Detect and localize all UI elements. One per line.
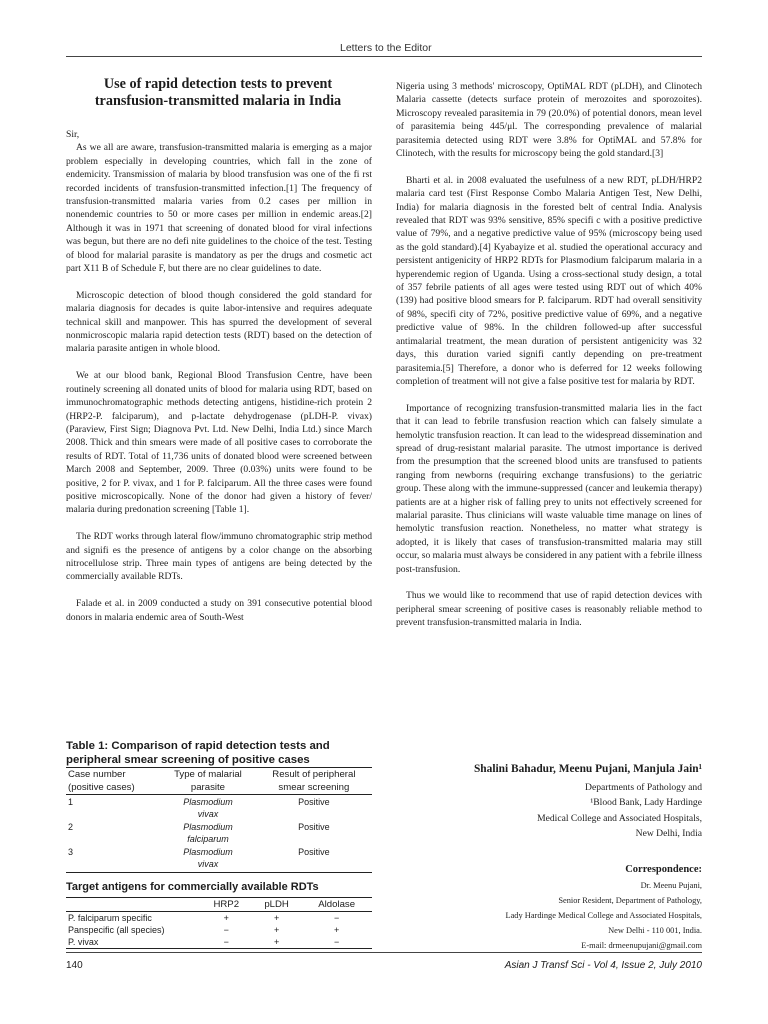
- salutation: Sir,: [66, 129, 80, 140]
- table-row: [66, 936, 372, 949]
- page-number: 140: [66, 960, 83, 971]
- table-row: [66, 795, 372, 821]
- table-cell: −: [334, 912, 340, 923]
- table2-header: Aldolase: [318, 898, 356, 910]
- table2-header: HRP2: [213, 898, 240, 910]
- table-cell: 1: [68, 797, 74, 807]
- table-row: [66, 911, 372, 924]
- table-section: [66, 740, 372, 949]
- table2-header: pLDH: [264, 898, 289, 910]
- left-paragraph: Falade et al. in 2009 conducted a study on 391 consecutive potential blood donors in malaria endemic area of South-West: [66, 598, 372, 623]
- table2: [66, 897, 372, 949]
- table-cell: +: [273, 936, 280, 947]
- correspondence-heading: Correspondence:: [625, 864, 702, 875]
- affiliation-line: ¹Blood Bank, Lady Hardinge: [590, 797, 702, 808]
- left-paragraph: As we all are aware, transfusion-transmitted malaria is emerging as a major problem especially in developing countries, which fall in the zone of endemicity. Transmission of malaria by blood transfusion was one of the fi rst recorded incidents of transfusion-transmitted infection.[1] The frequency of transfusion-transmitted malaria varies from 0.2 cases per million in nonendemic countries to 50 or more cases per million in endemic areas.[2] Although it was in 1971 that screening of donated blood for viral infections was begun, but there are no defi nite guidelines to the choice of the test. Testing of blood for malarial parasite is mandatory as per the drugs and cosmetic act part X11 B of Schedule F, but there are no clear guidelines to date.: [66, 142, 372, 275]
- table-cell: −: [223, 936, 229, 947]
- right-paragraph: Thus we would like to recommend that use of rapid detection devices with peripheral smear screening of positive cases is reasonably reliable method to prevent transfusion-transmitted malaria in India.: [396, 590, 702, 629]
- left-paragraph: Microscopic detection of blood though considered the gold standard for malaria diagnosis for decades is quite labor-intensive and requires adequate technical skill and manpower. This has spurred the development of several nonmicroscopic malaria rapid detection tests (RDT) based on the detection of malaria parasite antigen in whole blood.: [66, 289, 372, 355]
- correspondence-line: New Delhi - 110 001, India.: [608, 926, 702, 935]
- table-cell: Plasmodium: [183, 797, 233, 807]
- table-cell: vivax: [197, 858, 219, 869]
- table-cell: 2: [68, 822, 74, 832]
- table1-header: Case number: [68, 769, 126, 780]
- table-cell: Positive: [298, 797, 330, 807]
- affiliation-line: Departments of Pathology and: [585, 781, 702, 793]
- table-cell: +: [223, 912, 229, 923]
- right-paragraph: Importance of recognizing transfusion-transmitted malaria lies in the fact that it can lead to febrile transfusion reaction which can falsely simulate a hemolytic transfusion reaction. It can lead to the widespread dissemination and spread of drug-resistant malarial parasite. The utmost importance is derived from the presumption that the screened blood units are transfused to patients ranging from newborns (requiring exchange transfusions) to the geriatric group. These along with the immune-suppressed (cancer and leukemia therapy) patients are at a higher risk of falling prey to units not effectively screened for malarial parasite. Thus clinicians will waste valuable time manage on lines of hemolytic transfusion reaction. Nonetheless, no matter what strategy is adopted, it is likely that cases of transfusion-transmitted malaria may still occur, so malaria must always be considered in any patient with a febrile illness post-transfusion.: [396, 402, 702, 575]
- table-cell: Positive: [298, 822, 330, 832]
- correspondence-line: Senior Resident, Department of Pathology,: [558, 896, 702, 905]
- table-cell: vivax: [197, 808, 219, 819]
- table1: [66, 767, 372, 873]
- footer-rule: [66, 952, 702, 953]
- table-cell: falciparum: [187, 833, 229, 844]
- table-cell: Panspecific (all species): [68, 924, 165, 935]
- signature-block: [474, 762, 702, 842]
- header-rule: [66, 56, 702, 57]
- journal-info: Asian J Transf Sci - Vol 4, Issue 2, July 2010: [504, 960, 702, 971]
- table-cell: +: [273, 912, 280, 923]
- authors: Shalini Bahadur, Meenu Pujani, Manjula Jain¹: [473, 763, 702, 775]
- table1-header: (positive cases): [68, 782, 135, 793]
- table1-header: Result of peripheral: [272, 769, 356, 780]
- table-row: [66, 924, 372, 936]
- table-cell: Plasmodium: [183, 847, 233, 857]
- correspondence-email[interactable]: E-mail: drmeenupujani@gmail.com: [581, 941, 702, 950]
- affiliation-line: Medical College and Associated Hospitals,: [537, 812, 702, 824]
- affiliation-line: New Delhi, India: [635, 828, 702, 839]
- table-cell: +: [334, 924, 340, 935]
- table-cell: Positive: [298, 847, 330, 857]
- table-cell: P. vivax: [68, 936, 99, 947]
- left-paragraph: The RDT works through lateral flow/immuno chromatographic strip method and signifi es the presence of antigens by a color change on the absorbing nitrocellulose strip. Three main types of antigens are being detected by the commercially available RDTs.: [66, 531, 372, 583]
- table1-header: Type of malarial: [174, 769, 242, 780]
- right-paragraph: Nigeria using 3 methods' microscopy, OptiMAL RDT (pLDH), and Clinotech Malaria cassette (detects surface protein of merozoites and sporozoites). Microscopy revealed parasitemia in 79 (20.0%) of potential donors, mean level of parasitemia being 445/μl. The corresponding prevalence of malarial parasitemia detected using RDT were 3.8% for OptiMAL and 57.8% for Clinotech, with the results for microscopy being the gold standard.[3]: [396, 81, 702, 160]
- right-paragraph: Bharti et al. in 2008 evaluated the usefulness of a new RDT, pLDH/HRP2 malaria card test (First Response Combo Malaria Antigen Test, New Delhi, India) for malaria diagnosis in the forested belt of central India. Analysis revealed that RDT was 93% sensitive, 85% specifi c with a positive predictive value of 79%, and a negative predictive value of 95% (microscopy being used as the gold standard).[4] Kyabayize et al. studied the operational accuracy and persistent antigenicity of HRP2 RDTs for Plasmodium falciparum malaria in a hyperendemic region of Uganda. Using a cross-sectional study design, a total of 357 febrile patients of all ages were tested using RDT out of which 40% (139) had positive blood smears for P. falciparum. RDT had overall sensitivity of 98%, specifi city of 72%, positive predictive value of 69%, and a negative predictive value of 98%. In the children followed-up after successful antimalarial treatment, the mean duration of persistent antigenicity was 32 days, this duration varied signifi cantly depending on pre-treatment parasitemia.[5] Therefore, a donor who is deferred for 12 weeks following completion of treatment will not give a false positive test for malaria by RDT.: [396, 174, 702, 387]
- table-cell: Plasmodium: [183, 822, 233, 832]
- left-column: [66, 128, 372, 637]
- table-row: [66, 820, 372, 845]
- left-paragraph: We at our blood bank, Regional Blood Transfusion Centre, have been routinely screening all donated units of blood for malaria using RDT, based on immunochromatographic methods detecting antigens, histidine-rich protein 2 (HRP2-P. falciparum), and p-lactate dehydrogenase (pLDH-P. vivax) (Paraview, First Sign; Diagnova Pvt. Ltd. New Delhi, India Ltd.) since March 2008. Thick and thin smears were made of all positive cases to corroborate the results of RDT. Total of 11,736 units of donated blood were screened between March 2008 and September, 2009. Three (0.03%) units were found to be positive, 2 for P. vivax, and 1 for P. falciparum. All the three cases were found positive microscopically. None of the donor had given a history of fever/ malaria during predonation screening [Table 1].: [66, 370, 372, 516]
- table-cell: −: [334, 936, 340, 947]
- correspondence-line: Dr. Meenu Pujani,: [640, 881, 702, 890]
- table-cell: −: [223, 924, 229, 935]
- table-cell: +: [273, 924, 280, 935]
- table1-title: Table 1: Comparison of rapid detection tests and peripheral smear screening of positive cases: [66, 740, 330, 766]
- table-cell: P. falciparum specific: [68, 912, 152, 923]
- article-title: [68, 76, 368, 110]
- running-head: Letters to the Editor: [340, 42, 432, 54]
- table-row: [66, 845, 372, 873]
- correspondence-block: [505, 862, 702, 953]
- table1-header: smear screening: [278, 782, 350, 793]
- table1-header: parasite: [190, 782, 226, 793]
- title-line-2: transfusion-transmitted malaria in India: [94, 93, 342, 109]
- correspondence-line: Lady Hardinge Medical College and Associated Hospitals,: [505, 911, 702, 920]
- table-cell: 3: [68, 847, 74, 857]
- table2-header: [66, 897, 201, 911]
- title-line-1: Use of rapid detection tests to prevent: [103, 76, 333, 92]
- table2-title: Target antigens for commercially available RDTs: [66, 881, 319, 893]
- right-column: [396, 80, 702, 643]
